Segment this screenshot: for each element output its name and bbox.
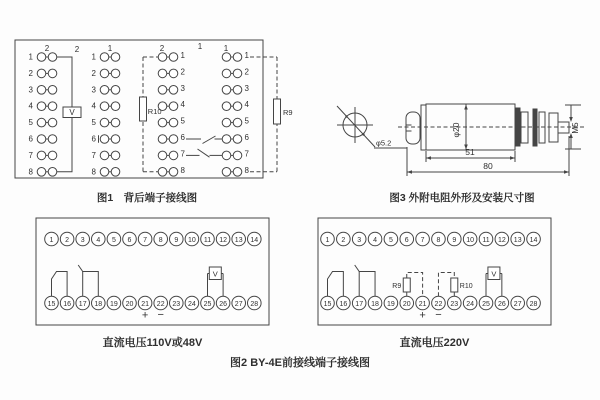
terminal-number: 28 — [529, 300, 538, 308]
terminal-circle — [222, 53, 231, 62]
fig1-row-number: 2 — [91, 68, 96, 78]
terminal-circle — [233, 86, 242, 95]
terminal-number: 26 — [219, 300, 227, 308]
fig1-col-top-label: 1 — [107, 44, 113, 53]
terminal-number: 28 — [250, 300, 259, 308]
terminal-number: 24 — [188, 300, 196, 308]
terminal-number: 17 — [355, 300, 364, 308]
fig1-center-top-label: 1 — [197, 42, 203, 51]
contact-15-16 — [52, 272, 68, 297]
minus-sign: − — [435, 309, 442, 321]
leader-dot — [362, 133, 364, 135]
terminal-circle — [158, 69, 167, 78]
terminal-circle — [222, 86, 231, 95]
fig1-row-number: 5 — [28, 118, 33, 128]
contact-blade — [78, 265, 83, 272]
terminal-number: 26 — [497, 300, 506, 308]
terminal-number: 7 — [420, 236, 425, 244]
fig1-col-top-label: 2 — [44, 44, 50, 53]
terminal-circle — [222, 69, 231, 78]
terminal-number: 11 — [482, 236, 490, 244]
terminal-circle — [100, 151, 109, 160]
terminal-circle — [233, 151, 242, 160]
terminal-circle — [37, 86, 46, 95]
terminal-circle — [48, 118, 57, 127]
terminal-circle — [100, 135, 109, 144]
v-meter-label: V — [69, 108, 75, 117]
terminal-number: 17 — [78, 300, 87, 308]
terminal-circle — [111, 168, 120, 177]
terminal-circle — [111, 53, 120, 62]
terminal-number: 6 — [404, 236, 409, 244]
fig1-row-number: 3 — [91, 85, 96, 95]
fig1-row-number: 6 — [91, 134, 96, 144]
dim-arrow — [569, 117, 573, 122]
terminal-number: 11 — [203, 236, 212, 244]
terminal-circle — [233, 53, 242, 62]
resistor-r10 — [140, 97, 147, 121]
terminal-number: 18 — [371, 300, 379, 308]
terminal-number: 21 — [418, 300, 427, 308]
terminal-circle — [222, 118, 231, 127]
terminal-circle — [111, 135, 120, 144]
terminal-circle — [37, 69, 46, 78]
terminal-circle — [222, 151, 231, 160]
fig1-row-number: 5 — [180, 116, 185, 126]
dim-51-label: 51 — [465, 147, 475, 157]
fig1-row-number: 8 — [91, 167, 96, 177]
dim-arrow — [407, 170, 412, 174]
fig1-row-number: 4 — [28, 101, 33, 111]
terminal-circle — [37, 118, 46, 127]
fig1-row-number: 4 — [180, 100, 185, 110]
v-meter-label: V — [491, 269, 497, 279]
contact-17-18 — [83, 272, 99, 297]
fig1-row-number: 4 — [91, 101, 96, 111]
terminal-circle — [158, 86, 167, 95]
terminal-number: 20 — [402, 300, 411, 308]
fig1-row-number: 6 — [180, 133, 185, 142]
fig1-col-top-label: 2 — [159, 44, 165, 53]
dim-arrow — [464, 105, 468, 110]
terminal-number: 1 — [325, 236, 330, 244]
fig3-caption: 图3 外附电阻外形及安装尺寸图 — [389, 192, 535, 204]
terminal-circle — [48, 102, 57, 111]
fig2-left-caption: 直流电压110V或48V — [102, 337, 203, 349]
terminal-circle — [111, 118, 120, 127]
fig1-row-number: 3 — [244, 83, 249, 93]
terminal-circle — [158, 135, 167, 144]
terminal-number: 6 — [127, 236, 132, 244]
terminal-number: 5 — [111, 236, 116, 244]
terminal-number: 4 — [96, 236, 101, 244]
terminal-number: 22 — [434, 300, 443, 308]
terminal-circle — [169, 53, 178, 62]
dim-m5-label: M5 — [571, 122, 580, 134]
terminal-number: 8 — [436, 236, 441, 244]
fig1-row-number: 1 — [28, 52, 33, 62]
fig1-row-number: 2 — [244, 67, 249, 77]
terminal-circle — [100, 168, 109, 177]
terminal-circle — [233, 168, 242, 177]
resistor-r9-label: R9 — [392, 283, 402, 290]
terminal-circle — [158, 118, 167, 127]
fig1-row-number: 1 — [91, 52, 96, 62]
terminal-number: 12 — [219, 236, 227, 244]
fig1-row-number: 3 — [28, 85, 33, 95]
terminal-number: 16 — [63, 300, 71, 308]
terminal-circle — [111, 151, 120, 160]
terminal-circle — [111, 86, 120, 95]
washer-dark — [533, 109, 537, 146]
fig1-row-number: 2 — [180, 67, 185, 77]
fig1-col-top-label: 1 — [223, 44, 229, 53]
fig1-row-number: 6 — [244, 133, 249, 142]
terminal-circle — [222, 135, 231, 144]
terminal-circle — [100, 53, 109, 62]
dim-arrow — [426, 156, 431, 160]
fig1-row-number: 7 — [180, 149, 185, 159]
terminal-number: 7 — [143, 236, 148, 244]
terminal-circle — [233, 102, 242, 111]
fig1-row-number: 7 — [28, 150, 33, 160]
terminal-circle — [169, 168, 178, 177]
terminal-number: 23 — [172, 300, 181, 308]
terminal-circle — [48, 151, 57, 160]
terminal-number: 8 — [158, 236, 163, 244]
fig2-caption: 图2 BY-4E前接线端子接线图 — [230, 357, 370, 369]
fig1-row-number: 1 — [180, 51, 185, 60]
terminal-circle — [169, 135, 178, 144]
terminal-number: 9 — [174, 236, 179, 244]
terminal-circle — [169, 151, 178, 160]
resistor-r10-label: R10 — [459, 283, 473, 290]
terminal-circle — [158, 168, 167, 177]
terminal-circle — [48, 53, 57, 62]
terminal-circle — [111, 69, 120, 78]
resistor-r9 — [403, 278, 410, 292]
terminal-number: 2 — [65, 236, 70, 244]
dim-arrow — [510, 156, 515, 160]
terminal-number: 20 — [125, 300, 134, 308]
leader-dot — [345, 115, 347, 117]
contact-blade — [355, 265, 360, 272]
fig2-right-caption: 直流电压220V — [399, 337, 470, 349]
resistor-r9-label: R9 — [283, 108, 293, 117]
terminal-number: 16 — [339, 300, 348, 308]
fig1-row-number: 6 — [28, 134, 33, 144]
terminal-circle — [222, 102, 231, 111]
terminal-number: 27 — [513, 300, 522, 308]
terminal-number: 1 — [49, 236, 54, 244]
dim-arrow — [564, 170, 569, 174]
contact-blade — [203, 136, 216, 144]
plus-sign: + — [419, 309, 426, 322]
contact-blade — [198, 149, 210, 157]
terminal-number: 4 — [373, 236, 378, 244]
terminal-number: 19 — [387, 300, 395, 308]
terminal-circle — [48, 168, 57, 177]
resistor-r10 — [451, 278, 458, 292]
terminal-number: 21 — [141, 300, 149, 308]
terminal-number: 9 — [452, 236, 457, 244]
terminal-number: 25 — [203, 300, 212, 308]
terminal-number: 23 — [450, 300, 459, 308]
contact-17-18 — [359, 272, 375, 297]
terminal-circle — [169, 69, 178, 78]
terminal-circle — [233, 135, 242, 144]
terminal-circle — [100, 69, 109, 78]
terminal-number: 13 — [513, 236, 522, 244]
terminal-number: 5 — [388, 236, 393, 244]
dim-hole-label: φ5.2 — [376, 138, 392, 148]
fig1-row-number: 5 — [91, 118, 96, 128]
contact-15-16 — [328, 272, 344, 297]
fig1-row-number: 4 — [244, 100, 249, 110]
terminal-number: 15 — [47, 300, 56, 308]
fig1-row-number: 2 — [28, 68, 33, 78]
fig1-row-number: 8 — [180, 165, 185, 175]
terminal-circle — [169, 118, 178, 127]
fig1-row-number: 8 — [244, 165, 249, 175]
terminal-number: 25 — [482, 300, 490, 308]
resistor-r10-label: R10 — [147, 107, 162, 116]
resistor-r9 — [274, 99, 281, 124]
fig1-row-number: 7 — [91, 150, 96, 160]
v-meter-label: V — [212, 269, 218, 279]
terminal-circle — [169, 102, 178, 111]
terminal-circle — [37, 151, 46, 160]
terminal-circle — [37, 135, 46, 144]
terminal-number: 12 — [497, 236, 506, 244]
washer-dark — [516, 108, 520, 146]
terminal-number: 3 — [80, 236, 85, 244]
terminal-number: 3 — [357, 236, 362, 244]
terminal-circle — [100, 86, 109, 95]
terminal-circle — [169, 86, 178, 95]
terminal-circle — [233, 69, 242, 78]
terminal-circle — [37, 102, 46, 111]
terminal-circle — [158, 151, 167, 160]
fig1-row-number: 3 — [180, 83, 185, 93]
terminal-circle — [48, 86, 57, 95]
terminal-circle — [158, 53, 167, 62]
terminal-number: 2 — [341, 236, 346, 244]
terminal-circle — [37, 168, 46, 177]
resistor-cap — [406, 112, 420, 144]
terminal-circle — [48, 135, 57, 144]
fig1-row-number: 8 — [28, 167, 33, 177]
plus-sign: + — [141, 309, 149, 322]
dim-d20-label: φ20 — [451, 122, 461, 138]
terminal-circle — [37, 53, 46, 62]
terminal-number: 14 — [250, 236, 259, 244]
fig1-row-number: 7 — [244, 149, 249, 159]
minus-sign: − — [157, 309, 164, 321]
terminal-number: 18 — [94, 300, 103, 308]
terminal-number: 19 — [110, 300, 118, 308]
terminal-circle — [233, 118, 242, 127]
dim-80-label: 80 — [483, 161, 493, 171]
terminal-number: 10 — [466, 236, 475, 244]
terminal-number: 14 — [529, 236, 538, 244]
fig1-row-number: 1 — [244, 51, 249, 60]
fig1-rail-label: 2 — [74, 45, 80, 54]
terminal-number: 15 — [323, 300, 332, 308]
terminal-circle — [100, 102, 109, 111]
fig1-caption: 图1 背后端子接线图 — [96, 192, 198, 204]
terminal-number: 24 — [466, 300, 475, 308]
terminal-number: 10 — [188, 236, 196, 244]
fig1-row-number: 5 — [244, 116, 249, 126]
terminal-circle — [48, 69, 57, 78]
terminal-circle — [222, 168, 231, 177]
terminal-number: 22 — [156, 300, 165, 308]
terminal-number: 27 — [234, 300, 243, 308]
terminal-circle — [100, 118, 109, 127]
terminal-circle — [111, 102, 120, 111]
terminal-number: 13 — [234, 236, 243, 244]
